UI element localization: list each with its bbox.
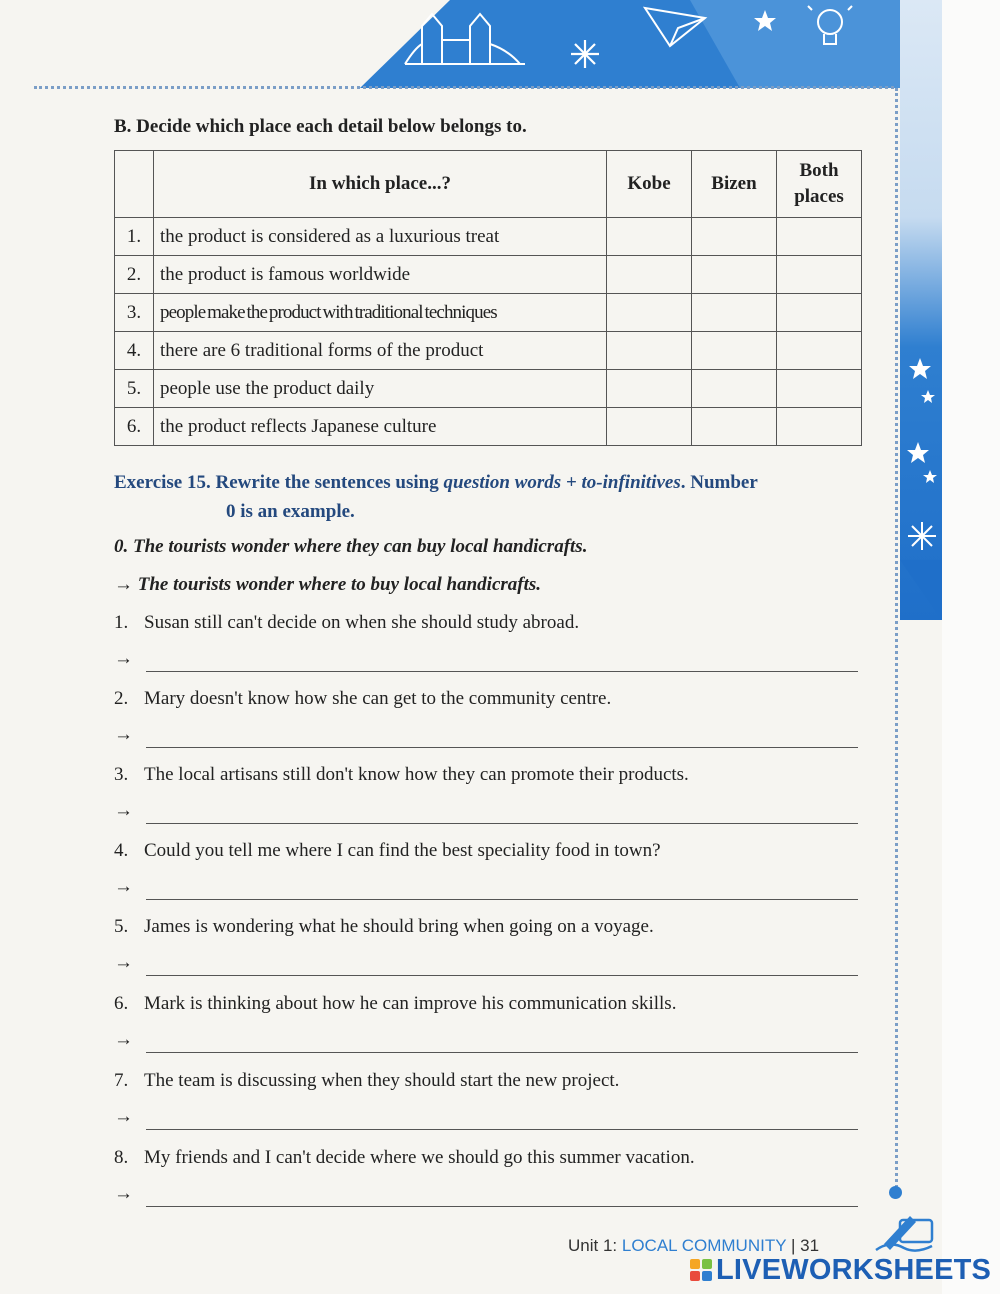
both-answer-cell[interactable]	[777, 294, 862, 332]
both-answer-cell[interactable]	[777, 332, 862, 370]
item-text: Mary doesn't know how she can get to the community centre.	[144, 688, 612, 709]
answer-blank[interactable]	[146, 671, 858, 672]
item-number: 3.	[114, 764, 129, 785]
side-stars-decoration	[900, 350, 942, 570]
row-number: 1.	[115, 218, 154, 256]
header-number-cell	[115, 151, 154, 218]
item-number: 5.	[114, 916, 129, 937]
table-row	[115, 332, 862, 370]
item-number: 8.	[114, 1147, 129, 1168]
row-detail: people make the product with traditional techniques	[154, 294, 607, 332]
page-edge	[942, 0, 1000, 1294]
both-answer-cell[interactable]	[777, 408, 862, 446]
bizen-answer-cell[interactable]	[692, 370, 777, 408]
dotted-border-right	[895, 88, 898, 1188]
answer-line	[114, 1181, 858, 1211]
page-number: 31	[800, 1236, 820, 1255]
arrow-icon: →	[114, 724, 133, 745]
row-detail: the product is considered as a luxurious treat	[154, 218, 607, 256]
footer-separator: |	[790, 1236, 796, 1255]
question-item	[114, 1147, 695, 1169]
question-item	[114, 1070, 619, 1092]
kobe-answer-cell[interactable]	[607, 218, 692, 256]
arrow-icon: →	[114, 800, 133, 821]
row-number: 5.	[115, 370, 154, 408]
item-text: Susan still can't decide on when she should study abroad.	[144, 612, 580, 633]
question-item	[114, 764, 689, 786]
unit-topic: LOCAL COMMUNITY	[621, 1236, 787, 1255]
table-row	[115, 408, 862, 446]
bizen-answer-cell[interactable]	[692, 218, 777, 256]
exercise-title-text: Exercise 15. Rewrite the sentences using	[114, 472, 444, 493]
answer-blank[interactable]	[146, 975, 858, 976]
places-table	[114, 150, 862, 446]
arrow-icon: →	[114, 1029, 133, 1050]
kobe-answer-cell[interactable]	[607, 408, 692, 446]
item-text: Mark is thinking about how he can improve his communication skills.	[144, 993, 677, 1014]
liveworksheets-watermark: LIVEWORKSHEETS	[716, 1253, 992, 1286]
table-row	[115, 256, 862, 294]
header-question: In which place...?	[154, 151, 607, 218]
arrow-icon: →	[114, 1106, 133, 1127]
item-number: 7.	[114, 1070, 129, 1091]
snowflake-icon	[908, 522, 936, 550]
item-number: 1.	[114, 612, 129, 633]
example-sentence: 0. The tourists wonder where they can buy local handicrafts.	[114, 536, 588, 557]
snowflake-icon	[571, 40, 599, 68]
answer-line	[114, 1027, 858, 1057]
bizen-answer-cell[interactable]	[692, 294, 777, 332]
arrow-icon: →	[114, 1183, 133, 1204]
liveworksheets-logo[interactable]	[690, 1255, 991, 1285]
answer-blank[interactable]	[146, 1052, 858, 1053]
exercise-title-italic: question words + to-infinitives	[443, 472, 681, 493]
both-answer-cell[interactable]	[777, 218, 862, 256]
border-end-dot	[889, 1186, 902, 1199]
pen-writing-icon	[870, 1210, 940, 1256]
bizen-answer-cell[interactable]	[692, 408, 777, 446]
section-b-heading: B. Decide which place each detail below belongs to.	[114, 116, 527, 137]
header-bizen: Bizen	[692, 151, 777, 218]
question-item	[114, 688, 611, 710]
question-item	[114, 993, 676, 1015]
header-both-places: Both places	[777, 151, 862, 218]
item-number: 6.	[114, 993, 129, 1014]
answer-line	[114, 646, 858, 676]
kobe-answer-cell[interactable]	[607, 370, 692, 408]
row-detail: people use the product daily	[154, 370, 607, 408]
row-detail: the product reflects Japanese culture	[154, 408, 607, 446]
row-number: 2.	[115, 256, 154, 294]
question-item	[114, 612, 579, 634]
both-answer-cell[interactable]	[777, 370, 862, 408]
answer-blank[interactable]	[146, 1206, 858, 1207]
answer-line	[114, 950, 858, 980]
table-row	[115, 294, 862, 332]
header-kobe: Kobe	[607, 151, 692, 218]
item-text: Could you tell me where I can find the best speciality food in town?	[144, 840, 661, 861]
row-detail: the product is famous worldwide	[154, 256, 607, 294]
exercise-title-line2: 0 is an example.	[226, 501, 355, 522]
answer-blank[interactable]	[146, 823, 858, 824]
exercise-title-end: . Number	[680, 472, 758, 493]
item-text: The team is discussing when they should start the new project.	[144, 1070, 620, 1091]
answer-blank[interactable]	[146, 1129, 858, 1130]
table-row	[115, 218, 862, 256]
item-text: James is wondering what he should bring when going on a voyage.	[144, 916, 654, 937]
star-icon	[907, 358, 937, 483]
table-header-row	[115, 151, 862, 218]
both-answer-cell[interactable]	[777, 256, 862, 294]
bizen-answer-cell[interactable]	[692, 256, 777, 294]
question-item	[114, 916, 654, 938]
item-number: 2.	[114, 688, 129, 709]
answer-blank[interactable]	[146, 747, 858, 748]
answer-line	[114, 1104, 858, 1134]
item-text: My friends and I can't decide where we should go this summer vacation.	[144, 1147, 695, 1168]
row-number: 6.	[115, 408, 154, 446]
answer-line	[114, 874, 858, 904]
kobe-answer-cell[interactable]	[607, 332, 692, 370]
answer-blank[interactable]	[146, 899, 858, 900]
item-text: The local artisans still don't know how they can promote their products.	[144, 764, 689, 785]
arrow-icon: →	[114, 876, 133, 897]
question-item	[114, 840, 661, 862]
answer-line	[114, 798, 858, 828]
table-row	[115, 370, 862, 408]
bizen-answer-cell[interactable]	[692, 332, 777, 370]
arrow-icon: →	[114, 648, 133, 669]
unit-label: Unit 1:	[568, 1236, 618, 1255]
item-number: 4.	[114, 840, 129, 861]
arrow-icon: →	[114, 952, 133, 973]
example-answer: → The tourists wonder where to buy local handicrafts.	[114, 574, 542, 595]
kobe-answer-cell[interactable]	[607, 294, 692, 332]
answer-line	[114, 722, 858, 752]
row-detail: there are 6 traditional forms of the product	[154, 332, 607, 370]
dotted-border-top	[34, 86, 894, 89]
exercise-15-title	[114, 468, 874, 526]
kobe-answer-cell[interactable]	[607, 256, 692, 294]
decorative-banner	[360, 0, 900, 88]
logo-grid-icon	[690, 1259, 712, 1281]
row-number: 3.	[115, 294, 154, 332]
row-number: 4.	[115, 332, 154, 370]
